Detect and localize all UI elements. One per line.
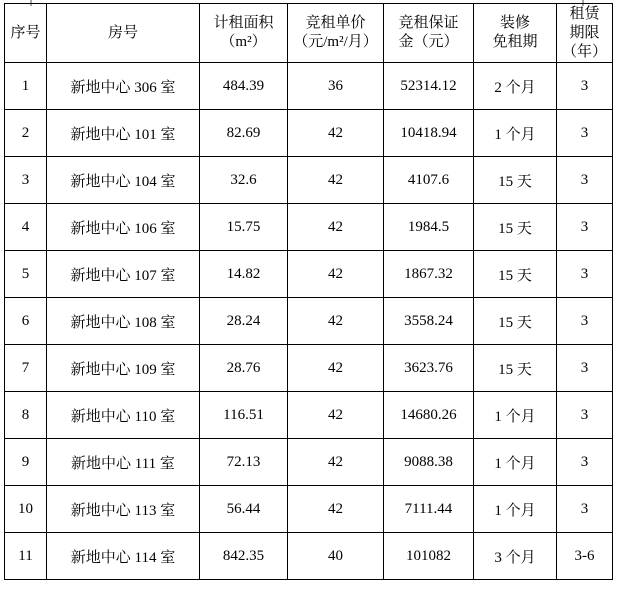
cell-index: 3 <box>5 157 47 204</box>
column-header-deposit <box>384 4 474 63</box>
cell-area: 72.13 <box>200 439 288 486</box>
cell-deposit: 14680.26 <box>384 392 474 439</box>
table-header <box>5 4 613 63</box>
cell-unit-price: 42 <box>288 204 384 251</box>
cell-area: 842.35 <box>200 533 288 580</box>
cell-deposit: 4107.6 <box>384 157 474 204</box>
column-header-area <box>200 4 288 63</box>
table-row <box>5 439 613 486</box>
cell-room: 新地中心 110 室 <box>47 392 200 439</box>
cell-rent-free-period: 1 个月 <box>474 486 557 533</box>
cell-room: 新地中心 306 室 <box>47 63 200 110</box>
header-line: （年） <box>561 43 607 60</box>
cell-area: 28.24 <box>200 298 288 345</box>
header-line: 计租面积 <box>213 15 274 31</box>
column-header-index <box>5 4 47 63</box>
table-row <box>5 110 613 157</box>
header-line: 期限 <box>569 24 600 41</box>
cell-deposit: 9088.38 <box>384 439 474 486</box>
rental-table <box>4 3 613 580</box>
cell-area: 28.76 <box>200 345 288 392</box>
cell-rent-free-period: 15 天 <box>474 157 557 204</box>
cell-area: 14.82 <box>200 251 288 298</box>
cell-deposit: 3558.24 <box>384 298 474 345</box>
cell-room: 新地中心 113 室 <box>47 486 200 533</box>
table-row <box>5 486 613 533</box>
column-header-unit-price <box>288 4 384 63</box>
cell-area: 56.44 <box>200 486 288 533</box>
header-line: 竞租单价 <box>305 15 366 31</box>
cell-unit-price: 42 <box>288 110 384 157</box>
cell-lease-term: 3 <box>557 110 613 157</box>
cell-deposit: 52314.12 <box>384 63 474 110</box>
table-row <box>5 533 613 580</box>
cell-lease-term: 3 <box>557 439 613 486</box>
header-row <box>5 4 613 63</box>
cell-unit-price: 42 <box>288 157 384 204</box>
cell-area: 116.51 <box>200 392 288 439</box>
cell-rent-free-period: 2 个月 <box>474 63 557 110</box>
cell-lease-term: 3 <box>557 157 613 204</box>
header-line: 租赁 <box>569 5 600 22</box>
cell-index: 9 <box>5 439 47 486</box>
cell-rent-free-period: 1 个月 <box>474 439 557 486</box>
header-line: 金（元） <box>398 34 459 50</box>
cell-unit-price: 42 <box>288 298 384 345</box>
cell-room: 新地中心 106 室 <box>47 204 200 251</box>
cell-deposit: 1984.5 <box>384 204 474 251</box>
header-line: 序号 <box>10 24 41 41</box>
header-line: （元/m²/月） <box>293 34 378 50</box>
table-row <box>5 392 613 439</box>
cell-index: 4 <box>5 204 47 251</box>
column-header-rent-free-period <box>474 4 557 63</box>
cell-room: 新地中心 104 室 <box>47 157 200 204</box>
cell-lease-term: 3 <box>557 298 613 345</box>
table-row <box>5 345 613 392</box>
header-line: 装修 <box>499 15 530 31</box>
cell-lease-term: 3-6 <box>557 533 613 580</box>
cell-lease-term: 3 <box>557 63 613 110</box>
cell-lease-term: 3 <box>557 486 613 533</box>
header-line: （m²） <box>220 34 267 50</box>
column-header-lease-term <box>557 4 613 63</box>
cell-rent-free-period: 3 个月 <box>474 533 557 580</box>
cell-room: 新地中心 101 室 <box>47 110 200 157</box>
cell-room: 新地中心 109 室 <box>47 345 200 392</box>
column-header-room <box>47 4 200 63</box>
cell-room: 新地中心 114 室 <box>47 533 200 580</box>
cell-rent-free-period: 15 天 <box>474 251 557 298</box>
cell-unit-price: 36 <box>288 63 384 110</box>
cell-rent-free-period: 1 个月 <box>474 110 557 157</box>
table-row <box>5 204 613 251</box>
cell-room: 新地中心 107 室 <box>47 251 200 298</box>
cell-area: 15.75 <box>200 204 288 251</box>
cell-lease-term: 3 <box>557 392 613 439</box>
cell-index: 1 <box>5 63 47 110</box>
cell-unit-price: 42 <box>288 439 384 486</box>
cell-lease-term: 3 <box>557 204 613 251</box>
header-line: 免租期 <box>492 34 538 50</box>
cell-deposit: 10418.94 <box>384 110 474 157</box>
cell-unit-price: 42 <box>288 486 384 533</box>
header-line: 房号 <box>107 24 138 41</box>
cell-lease-term: 3 <box>557 251 613 298</box>
cell-rent-free-period: 15 天 <box>474 204 557 251</box>
cell-index: 2 <box>5 110 47 157</box>
table-row <box>5 157 613 204</box>
cell-rent-free-period: 1 个月 <box>474 392 557 439</box>
cell-room: 新地中心 111 室 <box>47 439 200 486</box>
cell-index: 6 <box>5 298 47 345</box>
cell-index: 11 <box>5 533 47 580</box>
cell-rent-free-period: 15 天 <box>474 298 557 345</box>
header-line: 竞租保证 <box>398 15 459 31</box>
cell-index: 10 <box>5 486 47 533</box>
cell-lease-term: 3 <box>557 345 613 392</box>
cell-index: 5 <box>5 251 47 298</box>
cell-room: 新地中心 108 室 <box>47 298 200 345</box>
cell-unit-price: 42 <box>288 392 384 439</box>
cell-index: 7 <box>5 345 47 392</box>
cell-unit-price: 42 <box>288 345 384 392</box>
table-row <box>5 298 613 345</box>
cell-deposit: 101082 <box>384 533 474 580</box>
cell-area: 484.39 <box>200 63 288 110</box>
cell-unit-price: 42 <box>288 251 384 298</box>
cell-deposit: 7111.44 <box>384 486 474 533</box>
table-body <box>5 63 613 580</box>
cell-deposit: 1867.32 <box>384 251 474 298</box>
cell-index: 8 <box>5 392 47 439</box>
table-row <box>5 63 613 110</box>
cell-unit-price: 40 <box>288 533 384 580</box>
cell-deposit: 3623.76 <box>384 345 474 392</box>
cell-area: 32.6 <box>200 157 288 204</box>
cell-rent-free-period: 15 天 <box>474 345 557 392</box>
table-row <box>5 251 613 298</box>
cell-area: 82.69 <box>200 110 288 157</box>
